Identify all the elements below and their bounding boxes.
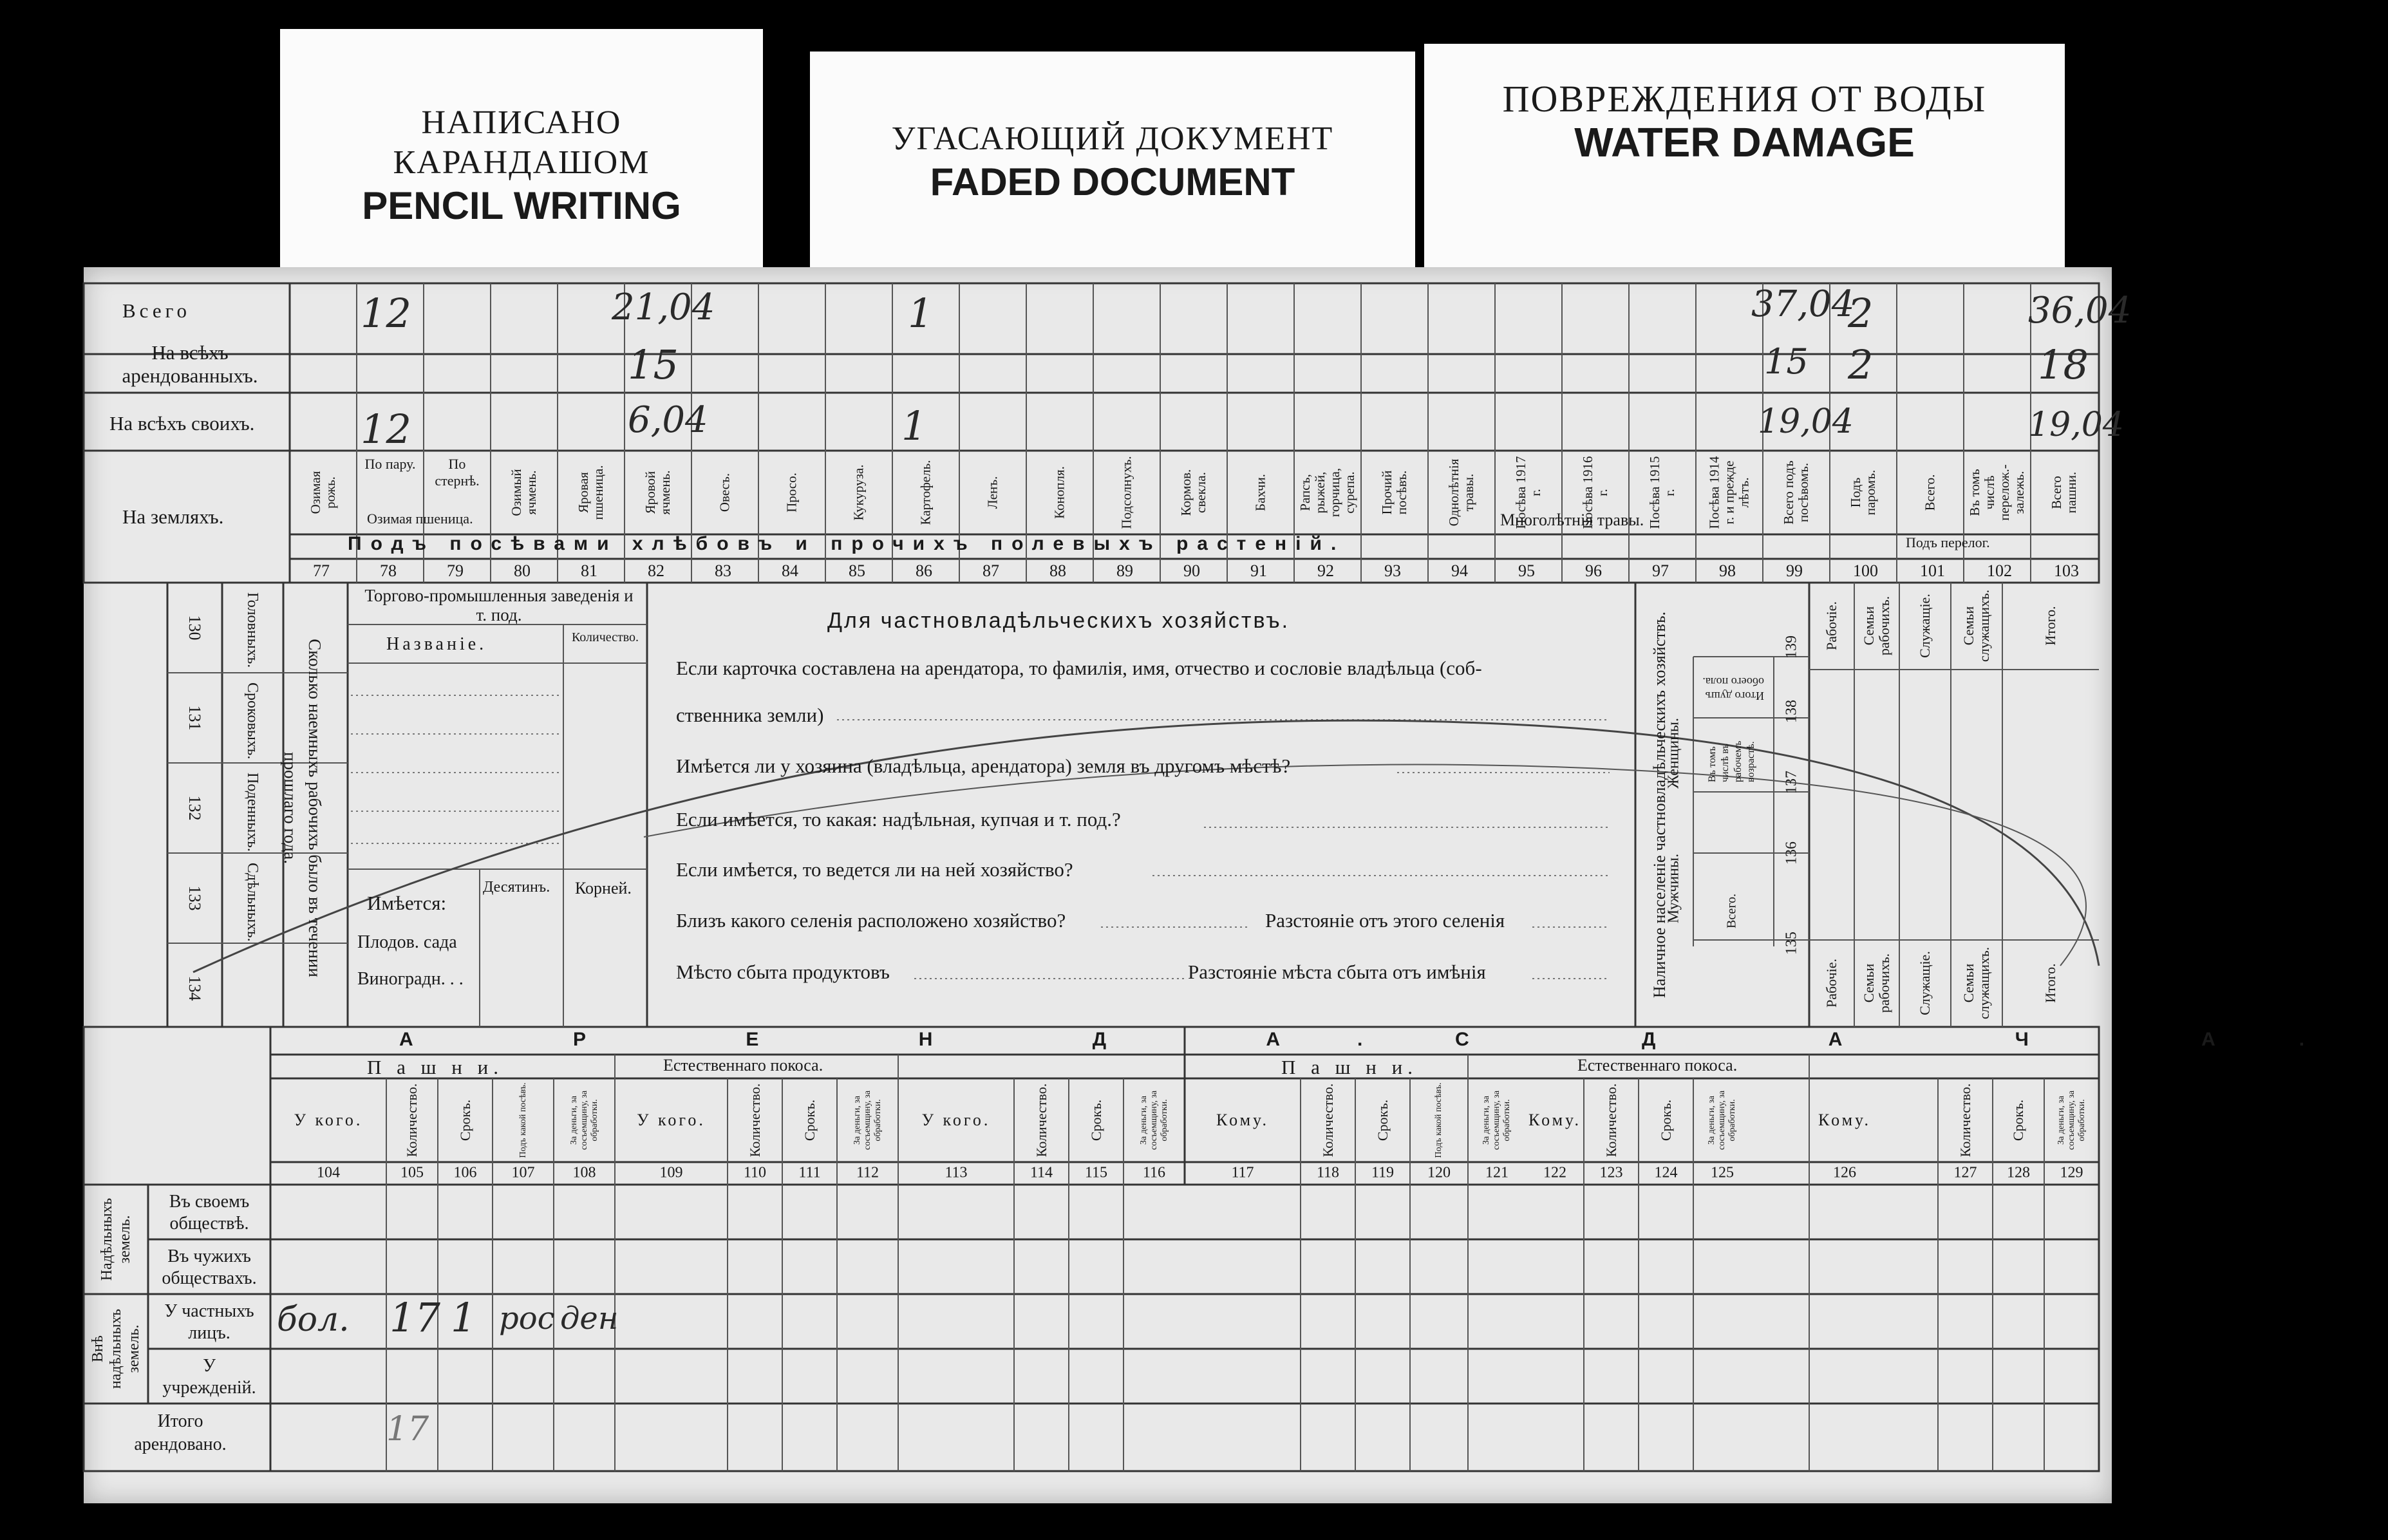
col-num-85: 85 bbox=[849, 561, 865, 580]
crop-header-8: Кукуруза. bbox=[851, 464, 867, 521]
pop-num-137: 137 bbox=[1783, 771, 1800, 794]
right-col-bottom-3: Семьи служащихъ. bbox=[1960, 946, 1992, 1020]
col-num-95: 95 bbox=[1518, 561, 1535, 580]
col-num-100: 100 bbox=[1853, 561, 1878, 580]
crop-header-16: Прочий посѣвъ. bbox=[1379, 470, 1409, 515]
crop-headers bbox=[290, 451, 2099, 534]
rent-num-14: 118 bbox=[1316, 1164, 1340, 1181]
rent-head-0: У кого. bbox=[294, 1111, 363, 1129]
col-num-82: 82 bbox=[648, 561, 664, 580]
rent-head-13: Кому. bbox=[1216, 1111, 1269, 1129]
meadow-right: Естественнаго покоса. bbox=[1577, 1056, 1738, 1075]
private-line-4: Если имѣется, то какая: надѣльная, купчая и т. под.? bbox=[676, 808, 1121, 831]
rent-head-12: За деньги, за сосъемщину, за обработки. bbox=[1138, 1090, 1169, 1150]
water-label-en: WATER DAMAGE bbox=[1574, 119, 1915, 165]
crop-header-20: Посѣва 1915 г. bbox=[1647, 456, 1677, 529]
private-line-6a: Близъ какого селенія расположено хозяйство? bbox=[676, 909, 1066, 932]
crop-header-11: Конопля. bbox=[1051, 466, 1067, 519]
right-col-bottom-0: Рабочіе. bbox=[1823, 958, 1839, 1008]
col-num-78: 78 bbox=[380, 561, 397, 580]
rent-head-16: Подъ какой посѣвъ. bbox=[1434, 1082, 1443, 1158]
crop-header-3: Озимый ячмень. bbox=[509, 469, 539, 516]
right-col-bottom-2: Служащіе. bbox=[1917, 951, 1933, 1015]
private-title: Для частновладѣльческихъ хозяйствъ. bbox=[827, 608, 1290, 633]
arenda-title: А Р Е Н Д А. bbox=[399, 1029, 1440, 1050]
col-num-99: 99 bbox=[1786, 561, 1803, 580]
hw-total-2: 2 bbox=[1848, 290, 1874, 337]
rent-num-16: 120 bbox=[1427, 1164, 1451, 1181]
rent-num-15: 119 bbox=[1371, 1164, 1395, 1181]
rent-head-19: Количество. bbox=[1603, 1083, 1619, 1158]
rent-head-1: Количество. bbox=[404, 1083, 420, 1158]
pop-num-136: 136 bbox=[1783, 841, 1800, 865]
faded-label-ru: УГАСАЮЩИЙ ДОКУМЕНТ bbox=[891, 120, 1334, 157]
roots-label: Корней. bbox=[575, 879, 632, 897]
crop-header-26: Всего пашни. bbox=[2049, 471, 2079, 514]
hw-own-19: 19,04 bbox=[1758, 402, 1854, 441]
crop-header-12: Подсолнухъ. bbox=[1118, 456, 1134, 529]
worker-row-num-130: 130 bbox=[185, 615, 204, 641]
col-num-81: 81 bbox=[581, 561, 597, 580]
population-men: Мужчины. bbox=[1665, 853, 1682, 924]
rent-head-14: Количество. bbox=[1319, 1083, 1336, 1158]
trade-qty-col: Количество. bbox=[571, 630, 639, 644]
right-col-top-1: Семьи рабочихъ. bbox=[1861, 596, 1892, 656]
col-num-93: 93 bbox=[1384, 561, 1401, 580]
col-num-79: 79 bbox=[447, 561, 464, 580]
orchard-label: Плодов. сада bbox=[357, 932, 457, 952]
crop-header-2: По стернѣ. bbox=[435, 456, 480, 489]
col-num-83: 83 bbox=[715, 561, 731, 580]
rent-num-24: 128 bbox=[2007, 1164, 2030, 1181]
rent-num-10: 114 bbox=[1029, 1164, 1053, 1181]
rent-num-25: 129 bbox=[2060, 1164, 2083, 1181]
crop-header-4: Яровая пшеница. bbox=[576, 465, 606, 520]
crop-header-21: Посѣва 1914 г. и прежде лѣтъ. bbox=[1706, 456, 1752, 529]
hw-rented-15b: 15 bbox=[1764, 341, 1809, 382]
crop-header-13: Кормов. свекла. bbox=[1178, 469, 1208, 516]
worker-row-num-133: 133 bbox=[185, 885, 204, 911]
dec-label: Десятинъ. bbox=[483, 879, 550, 896]
rent-head-11: Срокъ. bbox=[1087, 1099, 1104, 1141]
crop-header-10: Ленъ. bbox=[984, 476, 1001, 509]
right-col-bottom-4: Итого. bbox=[2042, 963, 2058, 1003]
crop-header-18: Посѣва 1917 г. bbox=[1513, 456, 1543, 529]
col-num-90: 90 bbox=[1183, 561, 1200, 580]
hw-own-19b: 19,04 bbox=[2028, 406, 2124, 444]
right-col-top-4: Итого. bbox=[2042, 606, 2058, 646]
worker-row-label-0: Головныхъ. bbox=[244, 592, 261, 668]
rent-num-2: 106 bbox=[453, 1164, 477, 1181]
rent-num-19: 123 bbox=[1599, 1164, 1623, 1181]
hw-total-1: 1 bbox=[908, 290, 934, 337]
pop-num-135: 135 bbox=[1783, 932, 1800, 955]
worker-row-label-2: Поденныхъ. bbox=[244, 773, 261, 852]
fallow-label: Подъ перелог. bbox=[1906, 534, 1990, 550]
crop-header-24: Всего. bbox=[1922, 474, 1938, 511]
hw-rented-15: 15 bbox=[628, 341, 679, 388]
private-line-3: Имѣется ли у хозяина (владѣльца, арендатора) земля въ другомъ мѣстѣ? bbox=[676, 755, 1291, 777]
rent-head-23: Количество. bbox=[1957, 1083, 1973, 1158]
col-num-98: 98 bbox=[1719, 561, 1736, 580]
rent-num-6: 110 bbox=[743, 1164, 767, 1181]
rent-num-20: 124 bbox=[1654, 1164, 1678, 1181]
vineyard-label: Виноградн. . . bbox=[357, 969, 464, 989]
rent-head-9: У кого. bbox=[921, 1111, 991, 1129]
hw-rent-pay: ден bbox=[560, 1301, 619, 1337]
population-total: Всего. bbox=[1724, 893, 1739, 929]
col-num-92: 92 bbox=[1317, 561, 1334, 580]
right-col-top-0: Рабочіе. bbox=[1823, 601, 1839, 651]
hw-own-6: 6,04 bbox=[628, 399, 708, 441]
crop-header-0: Озимая рожь. bbox=[308, 471, 338, 514]
population-women: Женщины. bbox=[1665, 717, 1682, 789]
hw-total-12: 12 bbox=[361, 290, 411, 337]
col-num-84: 84 bbox=[782, 561, 798, 580]
row-label-own: На всѣхъ своихъ. bbox=[109, 412, 255, 435]
row-label-rented: На всѣхъ арендованныхъ. bbox=[122, 341, 258, 387]
rent-head-25: За деньги, за сосъемщину, за обработки. bbox=[2056, 1090, 2087, 1150]
pop-num-139: 139 bbox=[1783, 635, 1800, 659]
rent-head-4: За деньги, за сосъемщину, за обработки. bbox=[569, 1090, 599, 1150]
crop-header-17: Однолѣтнія травы. bbox=[1446, 458, 1476, 527]
trade-name-col: Названіе. bbox=[386, 634, 487, 654]
row-label-total: Всего bbox=[122, 299, 191, 322]
rent-num-4: 108 bbox=[572, 1164, 596, 1181]
hw-rent-term: 1 bbox=[451, 1294, 476, 1341]
private-line-2: ственника земли) bbox=[676, 704, 824, 726]
meadow-left: Естественнаго покоса. bbox=[663, 1056, 823, 1075]
sdacha-title: С Д А Ч А. bbox=[1455, 1029, 2388, 1050]
col-num-94: 94 bbox=[1451, 561, 1468, 580]
rent-num-11: 115 bbox=[1084, 1164, 1108, 1181]
institutions: У учрежденій. bbox=[162, 1356, 256, 1398]
worker-row-num-132: 132 bbox=[185, 795, 204, 821]
right-col-bottom-1: Семьи рабочихъ. bbox=[1861, 953, 1892, 1013]
total-rented: Итого арендовано. bbox=[134, 1411, 227, 1454]
hw-own-12: 12 bbox=[361, 406, 411, 453]
right-col-top-3: Семьи служащихъ. bbox=[1960, 589, 1992, 662]
hw-total-36: 36,04 bbox=[2028, 290, 2132, 332]
crop-header-19: Посѣва 1916 г. bbox=[1580, 456, 1610, 529]
private-line-6b: Разстояніе отъ этого селенія bbox=[1265, 909, 1505, 932]
col-num-91: 91 bbox=[1250, 561, 1267, 580]
own-society: Въ своемъ обществѣ. bbox=[169, 1192, 250, 1234]
population-vertical: Наличное населеніе частновладѣльческихъ хозяйствъ. bbox=[1650, 611, 1669, 999]
worker-row-label-1: Сроковыхъ. bbox=[244, 682, 261, 760]
rent-num-0: 104 bbox=[317, 1164, 340, 1181]
hw-rented-18: 18 bbox=[2038, 341, 2089, 388]
rent-head-2: Срокъ. bbox=[456, 1099, 473, 1141]
hw-total-21: 21,04 bbox=[612, 286, 715, 328]
hw-rent-qty: 17 bbox=[390, 1294, 440, 1341]
crop-header-15: Рапсъ, рыжей, горчица, сурепа. bbox=[1297, 467, 1357, 518]
private-line-7a: Мѣсто сбыта продуктовъ bbox=[676, 961, 890, 983]
rent-num-1: 105 bbox=[400, 1164, 424, 1181]
allot-vertical: Надѣльныхъ земель. bbox=[99, 1197, 133, 1281]
col-num-102: 102 bbox=[1987, 561, 2012, 580]
rent-head-18: Кому. bbox=[1528, 1111, 1581, 1129]
hw-rent-crop: рос bbox=[499, 1301, 555, 1337]
private-line-7b: Разстояніе мѣста сбыта отъ имѣнія bbox=[1188, 961, 1486, 983]
col-num-86: 86 bbox=[916, 561, 932, 580]
rent-num-17: 121 bbox=[1485, 1164, 1509, 1181]
rent-head-5: У кого. bbox=[637, 1111, 706, 1129]
rent-head-3: Подъ какой посѣвъ. bbox=[518, 1082, 528, 1158]
arable-left: П а ш н и. bbox=[367, 1056, 503, 1078]
water-label-ru: ПОВРЕЖДЕНИЯ ОТ ВОДЫ bbox=[1502, 78, 1987, 120]
rent-head-24: Срокъ. bbox=[2010, 1099, 2026, 1141]
worker-row-num-131: 131 bbox=[185, 705, 204, 731]
hired-workers-vertical: Сколько наемныхъ рабочихъ было въ течении прошлаго года. bbox=[281, 639, 324, 977]
rent-num-7: 111 bbox=[798, 1164, 821, 1181]
crop-header-23: Подъ паромъ. bbox=[1848, 469, 1878, 516]
rent-num-21: 125 bbox=[1711, 1164, 1734, 1181]
hw-rented-2: 2 bbox=[1848, 341, 1874, 388]
private-line-1: Если карточка составлена на арендатора, то фамилія, имя, отчество и сословіе владѣльца (соб- bbox=[676, 657, 1482, 679]
right-col-top-2: Служащіе. bbox=[1917, 594, 1933, 658]
rent-num-8: 112 bbox=[856, 1164, 879, 1181]
col-num-96: 96 bbox=[1585, 561, 1602, 580]
pop-num-138: 138 bbox=[1783, 700, 1800, 723]
rent-head-17: За деньги, за сосъемщину, за обработки. bbox=[1481, 1090, 1512, 1150]
col-num-87: 87 bbox=[982, 561, 999, 580]
pencil-label-ru-2: КАРАНДАШОМ bbox=[393, 144, 650, 181]
rent-head-22: Кому. bbox=[1818, 1111, 1871, 1129]
rent-num-23: 127 bbox=[1953, 1164, 1977, 1181]
col-num-80: 80 bbox=[514, 561, 531, 580]
rent-head-20: Срокъ. bbox=[1657, 1099, 1674, 1141]
have-label: Имѣется: bbox=[367, 892, 447, 914]
private-persons: У частныхъ лицъ. bbox=[164, 1301, 254, 1343]
arable-right: П а ш н и. bbox=[1281, 1056, 1418, 1078]
crop-header-25: Въ томъ числѣ перелож.-залежь. bbox=[1967, 464, 2027, 521]
hw-rent-total: 17 bbox=[386, 1410, 429, 1449]
rent-head-10: Количество. bbox=[1033, 1083, 1049, 1158]
rent-num-5: 109 bbox=[659, 1164, 683, 1181]
col-num-89: 89 bbox=[1116, 561, 1133, 580]
hw-rent-who: бол. bbox=[277, 1301, 350, 1339]
rent-head-15: Срокъ. bbox=[1374, 1099, 1391, 1141]
rent-head-6: Количество. bbox=[746, 1083, 763, 1158]
faded-label-en: FADED DOCUMENT bbox=[930, 160, 1295, 203]
rent-head-8: За деньги, за сосъемщину, за обработки. bbox=[852, 1090, 883, 1150]
col-num-97: 97 bbox=[1652, 561, 1669, 580]
col-num-77: 77 bbox=[313, 561, 330, 580]
col-num-101: 101 bbox=[1920, 561, 1945, 580]
private-line-5: Если имѣется, то ведется ли на ней хозяйство? bbox=[676, 858, 1073, 881]
crop-header-5: Яровой ячмень. bbox=[643, 470, 673, 515]
pencil-label-ru-1: НАПИСАНО bbox=[421, 104, 622, 141]
rent-num-3: 107 bbox=[511, 1164, 535, 1181]
crop-header-7: Просо. bbox=[784, 473, 800, 512]
winter-wheat-label: Озимая пшеница. bbox=[367, 511, 473, 527]
crop-header-9: Картофель. bbox=[917, 460, 934, 525]
population-workers-age: Въ томъ числѣ въ рабочемъ возрастѣ. bbox=[1707, 740, 1756, 782]
trade-title: Торгово-промышленныя заведенія и т. под. bbox=[364, 586, 634, 624]
rent-num-13: 117 bbox=[1231, 1164, 1254, 1181]
crop-header-6: Овесъ. bbox=[717, 473, 733, 512]
crop-header-14: Бахчи. bbox=[1252, 474, 1268, 511]
rent-head-21: За деньги, за сосъемщину, за обработки. bbox=[1707, 1090, 1737, 1150]
pencil-label-en: PENCIL WRITING bbox=[362, 184, 681, 227]
perennial-label: Многолѣтнія травы. bbox=[1500, 511, 1644, 529]
rent-head-7: Срокъ. bbox=[801, 1099, 818, 1141]
worker-row-label-3: Сдѣльныхъ. bbox=[244, 863, 261, 942]
non-allot-vertical: Внѣ надѣльныхъ земель. bbox=[89, 1308, 142, 1389]
rent-num-12: 116 bbox=[1142, 1164, 1166, 1181]
row-label-lands: На земляхъ. bbox=[122, 505, 224, 528]
hw-total-37: 37,04 bbox=[1751, 283, 1855, 325]
population-both: Итого душъ обоего пола. bbox=[1702, 675, 1764, 702]
hw-own-1: 1 bbox=[901, 402, 927, 449]
crop-header-1: По пару. bbox=[364, 456, 416, 472]
crop-header-22: Всего подъ посѣвомъ. bbox=[1781, 460, 1811, 525]
rent-num-18: 122 bbox=[1543, 1164, 1566, 1181]
crops-band-title: Подъ посѣвами хлѣбовъ и прочихъ полевыхъ растеній. bbox=[348, 533, 1346, 554]
other-societies: Въ чужихъ обществахъ. bbox=[162, 1246, 257, 1288]
rent-num-22: 126 bbox=[1833, 1164, 1856, 1181]
col-num-88: 88 bbox=[1049, 561, 1066, 580]
worker-row-num-134: 134 bbox=[185, 975, 204, 1001]
rent-num-9: 113 bbox=[945, 1164, 968, 1181]
col-num-103: 103 bbox=[2054, 561, 2079, 580]
